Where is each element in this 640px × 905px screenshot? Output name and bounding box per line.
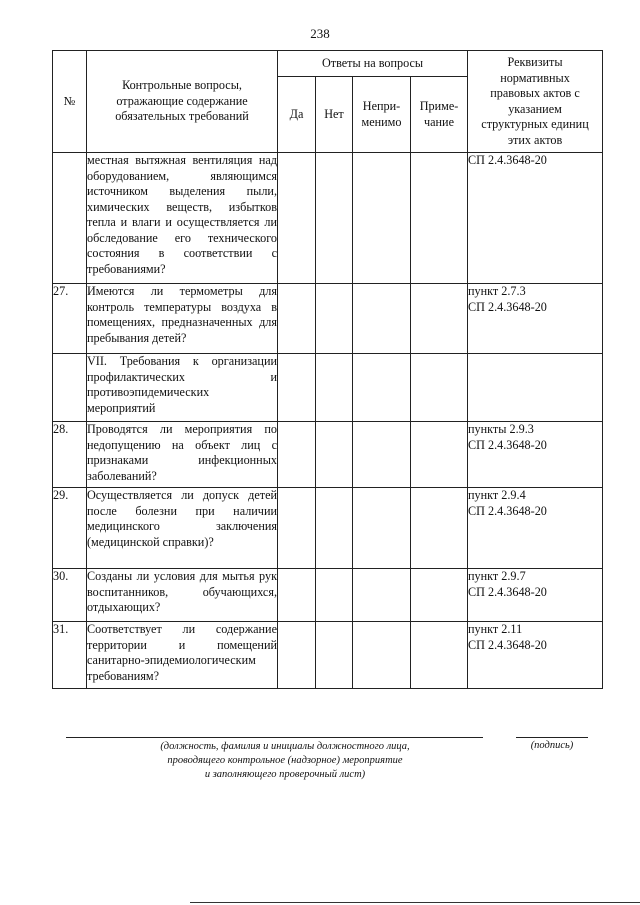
table-row [53, 284, 603, 354]
row-reference: пункт 2.9.7 СП 2.4.3648-20 [468, 569, 603, 622]
answer-no-cell[interactable] [316, 622, 353, 689]
answer-yes-cell[interactable] [278, 284, 316, 354]
row-question: Проводятся ли мероприятия по недопущению на объект лиц с признаками инфекционных заболеваний? [87, 422, 278, 488]
answer-note-cell[interactable] [411, 284, 468, 354]
table-row [53, 422, 603, 488]
answer-no-cell[interactable] [316, 488, 353, 569]
page-number: 238 [310, 26, 330, 41]
answer-note-cell[interactable] [411, 153, 468, 284]
checklist-table [52, 50, 603, 689]
row-reference: СП 2.4.3648-20 [468, 153, 603, 284]
header-requisites: Реквизиты нормативных правовых актов с указанием структурных единиц этих актов [468, 51, 603, 153]
answer-yes-cell[interactable] [278, 622, 316, 689]
row-question: Осуществляется ли допуск детей после болезни при наличии медицинского заключения (медицинской справки)? [87, 488, 278, 569]
answer-no-cell[interactable] [316, 284, 353, 354]
row-number: 29. [53, 488, 87, 569]
row-question: Соответствует ли содержание территории и помещений санитарно-эпидемиологическим требованиям? [87, 622, 278, 689]
header-answers: Ответы на вопросы [278, 51, 468, 77]
caption-line: (должность, фамилия и инициалы должностного лица, [160, 741, 410, 752]
caption-line: проводящего контрольное (надзорное) мероприятие [167, 755, 403, 766]
row-reference: пункт 2.11 СП 2.4.3648-20 [468, 622, 603, 689]
signature-label: (подпись) [530, 740, 574, 751]
answer-note-cell[interactable] [411, 422, 468, 488]
header-questions: Контрольные вопросы, отражающие содержание обязательных требований [87, 51, 278, 153]
row-number: 27. [53, 284, 87, 354]
caption-line: и заполняющего проверочный лист) [204, 769, 366, 780]
answer-na-cell[interactable] [353, 569, 411, 622]
row-reference [468, 354, 603, 422]
answer-na-cell[interactable] [353, 488, 411, 569]
answer-note-cell[interactable] [411, 569, 468, 622]
header-no: Нет [316, 77, 353, 153]
answer-yes-cell[interactable] [278, 422, 316, 488]
answer-no-cell[interactable] [316, 569, 353, 622]
table-row [53, 622, 603, 689]
signature-line [516, 737, 588, 738]
table-row [53, 488, 603, 569]
answer-note-cell[interactable] [411, 622, 468, 689]
answer-note-cell[interactable] [411, 488, 468, 569]
section-row [53, 354, 603, 422]
answer-na-cell[interactable] [353, 284, 411, 354]
row-number: 30. [53, 569, 87, 622]
header-yes: Да [278, 77, 316, 153]
table-row [53, 153, 603, 284]
row-number [53, 153, 87, 284]
official-signature-line [66, 737, 483, 738]
header-na: Непри- менимо [353, 77, 411, 153]
row-question: местная вытяжная вентиляция над оборудованием, являющимся источником выделения пыли, химических веществ, избытков тепла и влаги и осуществляется ли обследование его технического состояния в соответствии с требованиями? [87, 153, 278, 284]
header-num: № [53, 51, 87, 153]
answer-no-cell[interactable] [316, 422, 353, 488]
page-bottom-rule [190, 902, 640, 903]
answer-na-cell[interactable] [353, 153, 411, 284]
row-question: Созданы ли условия для мытья рук воспитанников, обучающихся, отдыхающих? [87, 569, 278, 622]
answer-na-cell[interactable] [353, 422, 411, 488]
answer-na-cell[interactable] [353, 622, 411, 689]
row-number [53, 354, 87, 422]
answer-yes-cell[interactable] [278, 488, 316, 569]
answer-no-cell[interactable] [316, 153, 353, 284]
header-note: Приме- чание [411, 77, 468, 153]
row-question: Имеются ли термометры для контроль температуры воздуха в помещениях, предназначенных для пребывания детей? [87, 284, 278, 354]
row-reference: пункт 2.9.4 СП 2.4.3648-20 [468, 488, 603, 569]
row-reference: пункт 2.7.3 СП 2.4.3648-20 [468, 284, 603, 354]
table-row [53, 569, 603, 622]
row-number: 31. [53, 622, 87, 689]
row-number: 28. [53, 422, 87, 488]
answer-yes-cell[interactable] [278, 153, 316, 284]
row-reference: пункты 2.9.3 СП 2.4.3648-20 [468, 422, 603, 488]
section-heading: VII. Требования к организации профилактических и противоэпидемических мероприятий [87, 354, 278, 422]
official-caption [140, 740, 430, 782]
answer-yes-cell[interactable] [278, 569, 316, 622]
